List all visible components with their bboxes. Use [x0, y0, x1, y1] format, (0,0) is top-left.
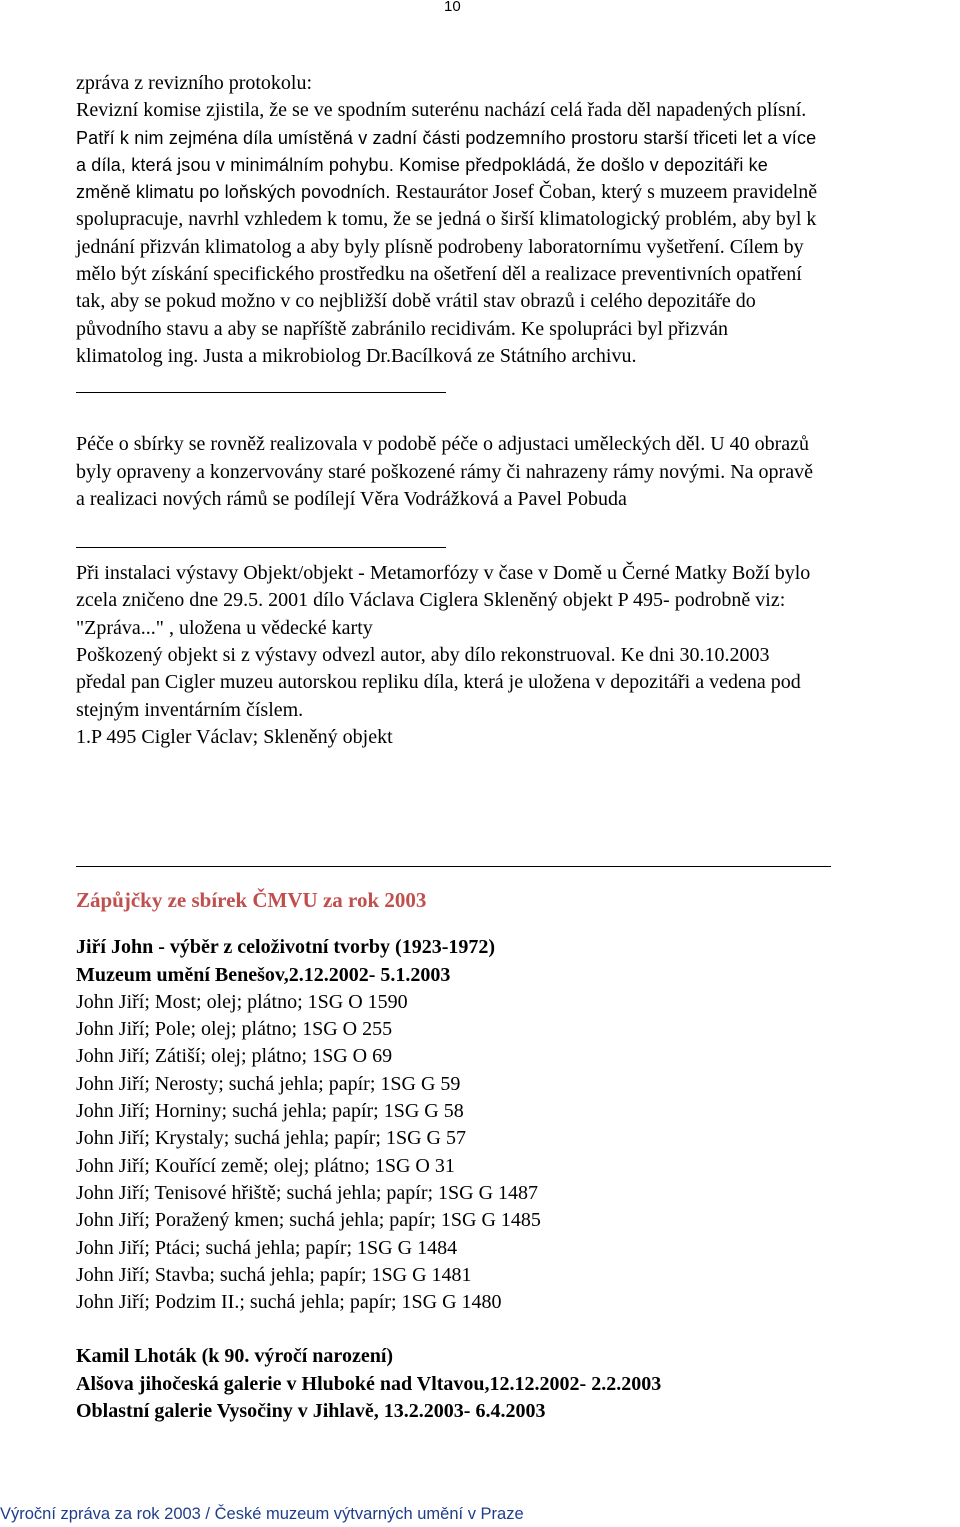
- text-line: "Zpráva..." , uložena u vědecké karty: [76, 616, 373, 639]
- text-fragment: změně klimatu po loňských povodních.: [76, 182, 391, 203]
- list-item: John Jiří; Most; olej; plátno; 1SG O 1590: [76, 990, 408, 1013]
- text-line: zpráva z revizního protokolu:: [76, 72, 313, 94]
- text-line: Při instalaci výstavy Objekt/objekt - Metamorfózy v čase v Domě u Černé Matky Boží bylo: [76, 562, 811, 585]
- text-line: Péče o sbírky se rovněž realizovala v podobě péče o adjustaci uměleckých děl. U 40 obrazů: [76, 433, 810, 456]
- loans-section: [76, 887, 956, 1425]
- text-line: jednání přizván klimatolog a aby byly plísně podrobeny laboratornímu vyšetření. Cílem by: [76, 235, 804, 258]
- page-content: [76, 70, 956, 1425]
- text-line: 1.P 495 Cigler Václav; Skleněný objekt: [76, 725, 393, 748]
- list-item: John Jiří; Zátiší; olej; plátno; 1SG O 69: [76, 1045, 393, 1068]
- care-section: [76, 431, 956, 513]
- text-line: původního stavu a aby se napříště zabránilo recidivám. Ke spolupráci byl přizván: [76, 317, 729, 340]
- text-line-mixed: [76, 179, 956, 206]
- exhibition-venue: Alšova jihočeská galerie v Hluboké nad Vltavou,12.12.2002- 2.2.2003: [76, 1372, 662, 1395]
- text-line: Poškozený objekt si z výstavy odvezl autor, aby dílo rekonstruoval. Ke dni 30.10.2003: [76, 644, 770, 667]
- list-item: John Jiří; Krystaly; suchá jehla; papír; 1SG G 57: [76, 1127, 466, 1150]
- text-line: stejným inventárním číslem.: [76, 698, 304, 721]
- list-item: John Jiří; Ptáci; suchá jehla; papír; 1SG G 1484: [76, 1236, 458, 1259]
- text-line: Revizní komise zjistila, že se ve spodním suterénu nachází celá řada děl napadených plísní.: [76, 99, 807, 122]
- section-divider: [76, 866, 831, 867]
- loans-heading: Zápůjčky ze sbírek ČMVU za rok 2003: [76, 888, 427, 913]
- text-line: tak, aby se pokud možno v co nejbližší době vrátil stav obrazů i celého depozitáře do: [76, 290, 756, 313]
- page-number: 10: [444, 0, 461, 15]
- section-divider: [76, 392, 446, 393]
- exhibition-title: Kamil Lhoták (k 90. výročí narození): [76, 1345, 394, 1368]
- list-item: John Jiří; Poražený kmen; suchá jehla; papír; 1SG G 1485: [76, 1209, 541, 1232]
- list-item: John Jiří; Nerosty; suchá jehla; papír; 1SG G 59: [76, 1072, 461, 1095]
- john-exhibition: [76, 934, 956, 1316]
- text-line: zcela zničeno dne 29.5. 2001 dílo Václava Ciglera Skleněný objekt P 495- podrobně viz:: [76, 589, 786, 612]
- text-line: spolupracuje, navrhl vzhledem k tomu, že se jedná o širší klimatologický problém, aby byl k: [76, 208, 817, 231]
- page-footer: Výroční zpráva za rok 2003 / České muzeum výtvarných umění v Praze: [0, 1505, 524, 1523]
- list-item: John Jiří; Pole; olej; plátno; 1SG O 255: [76, 1018, 393, 1041]
- text-line: předal pan Cigler muzeu autorskou repliku díla, která je uložena v depozitáři a vedena pod: [76, 671, 801, 694]
- list-item: John Jiří; Tenisové hřiště; suchá jehla; papír; 1SG G 1487: [76, 1181, 539, 1204]
- section-divider: [76, 547, 446, 548]
- text-line: a realizaci nových rámů se podílejí Věra Vodrážková a Pavel Pobuda: [76, 487, 627, 510]
- installation-section: [76, 560, 956, 751]
- list-item: John Jiří; Horniny; suchá jehla; papír; 1SG G 58: [76, 1100, 464, 1123]
- list-item: John Jiří; Stavba; suchá jehla; papír; 1SG G 1481: [76, 1263, 472, 1286]
- text-line: mělo být získání specifického prostředku na ošetření děl a realizace preventivních opatření: [76, 263, 802, 286]
- list-item: John Jiří; Kouřící země; olej; plátno; 1SG O 31: [76, 1154, 455, 1177]
- list-item: John Jiří; Podzim II.; suchá jehla; papír; 1SG G 1480: [76, 1291, 502, 1314]
- text-line: klimatolog ing. Justa a mikrobiolog Dr.Bacílková ze Státního archivu.: [76, 344, 637, 367]
- text-line: byly opraveny a konzervovány staré poškozené rámy či nahrazeny rámy novými. Na opravě: [76, 460, 813, 483]
- text-fragment: Restaurátor Josef Čoban, který s muzeem pravidelně: [390, 181, 818, 204]
- exhibition-venue: Oblastní galerie Vysočiny v Jihlavě, 13.2.2003- 6.4.2003: [76, 1399, 546, 1422]
- lhotak-exhibition: [76, 1343, 956, 1425]
- exhibition-venue: Muzeum umění Benešov,2.12.2002- 5.1.2003: [76, 963, 451, 986]
- report-section: [76, 70, 956, 370]
- exhibition-title: Jiří John - výběr z celoživotní tvorby (1923-1972): [76, 936, 496, 959]
- text-line: a díla, která jsou v minimálním pohybu. Komise předpokládá, že došlo v depozitáři ke: [76, 154, 768, 175]
- text-line: Patří k nim zejména díla umístěná v zadní části podzemního prostoru starší třiceti let a více: [76, 127, 817, 148]
